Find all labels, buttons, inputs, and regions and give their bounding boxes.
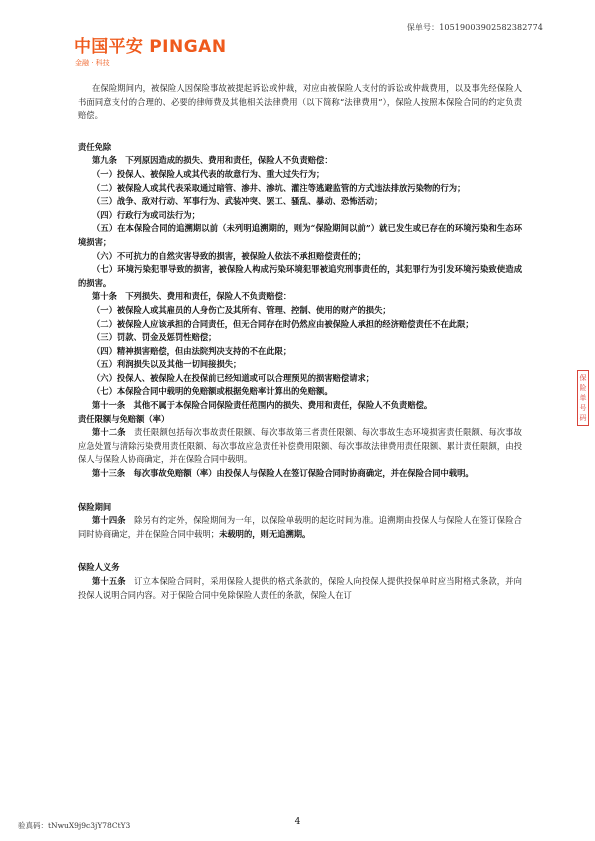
paragraph-text: （四）精神损害赔偿，但由法院判决支持的不在此限；	[92, 345, 292, 356]
clause-label: 第十一条	[92, 400, 126, 411]
body-paragraph	[78, 82, 522, 123]
stamp-char: 单	[579, 394, 587, 402]
paragraph-text: （二）被保险人或其代表采取通过暗管、渗井、渗坑、灌注等逃避监管的方式违法排放污染物的行为；	[92, 182, 466, 193]
body-paragraph	[78, 304, 522, 318]
clause-paragraph	[78, 426, 522, 467]
verification-code: 验真码：tNwuX9j9c3jY78CtY3	[18, 821, 131, 830]
stamp-char: 码	[579, 414, 587, 422]
logo-wordmark	[74, 38, 227, 56]
clause-label: 第十四条	[92, 515, 126, 526]
paragraph-text: （三）战争、敌对行动、军事行为、武装冲突、罢工、骚乱、暴动、恐怖活动；	[92, 196, 383, 207]
paragraph-text: 下列损失、费用和责任，保险人不负责赔偿：	[125, 291, 292, 302]
logo-tagline: 金融 · 科技	[75, 59, 110, 67]
paragraph-text: （七）本保险合同中载明的免赔额或根据免赔率计算出的免赔额。	[92, 386, 333, 397]
paragraph-emphasis: 未载明的，则无追溯期。	[219, 528, 311, 539]
clause-paragraph	[78, 399, 522, 413]
paragraph-text: （五）利润损失以及其他一切间接损失；	[92, 359, 242, 370]
body-paragraph	[78, 331, 522, 345]
policy-number: 保单号：10519003902582382774	[406, 23, 543, 32]
body-paragraph	[78, 385, 522, 399]
section-title: 保险期间	[78, 501, 112, 512]
clause-label: 第十二条	[92, 427, 126, 438]
clause-paragraph	[78, 575, 522, 602]
logo-cn: 中国平安	[74, 37, 144, 57]
paragraph-text: 每次事故免赔额（率）由投保人与保险人在签订保险合同时协商确定，并在保险合同中载明。	[133, 468, 474, 479]
document-body	[78, 82, 522, 602]
paragraph-text: （五）在本保险合同的追溯期以前（未列明追溯期的，则为“保险期间以前”）就已发生或已存在的环境污染和生态环境损害；	[78, 223, 522, 247]
paragraph-text: （一）投保人、被保险人或其代表的故意行为、重大过失行为；	[92, 168, 325, 179]
stamp-char: 号	[579, 404, 587, 412]
body-paragraph	[78, 209, 522, 223]
paragraph-text: （四）行政行为或司法行为；	[92, 209, 200, 220]
body-paragraph	[78, 182, 522, 196]
paragraph-text: 除另有约定外，保险期间为一年，以保险单载明的起讫时间为准。追溯期由投保人与保险人在签订保险合同时协商确定，并在保险合同中载明；	[78, 515, 522, 539]
paragraph-text: （六）投保人、被保险人在投保前已经知道或可以合理预见的损害赔偿请求；	[92, 372, 375, 383]
company-logo	[74, 38, 227, 68]
clause-paragraph	[78, 467, 522, 481]
paragraph-text: （一）被保险人或其雇员的人身伤亡及其所有、管理、控制、使用的财产的损失；	[92, 304, 391, 315]
logo-en: PINGAN	[149, 37, 227, 57]
clause-label: 第十三条	[92, 468, 126, 479]
paragraph-text: （二）被保险人应该承担的合同责任，但无合同存在时仍然应由被保险人承担的经济赔偿责任不在此限；	[92, 318, 474, 329]
section-title: 责任免除	[78, 141, 112, 152]
paragraph-text: （七）环境污染犯罪导致的损害，被保险人构成污染环境犯罪被追究刑事责任的，其犯罪行为引发环境污染致使造成的损害。	[78, 264, 522, 288]
clause-label: 第十条	[92, 291, 117, 302]
paragraph-text: （六）不可抗力的自然灾害导致的损害，被保险人依法不承担赔偿责任的；	[92, 250, 366, 261]
body-paragraph	[78, 345, 522, 359]
paragraph-text: 责任限额包括每次事故责任限额、每次事故第三者责任限额、每次事故生态环境损害责任限额、每次事故应急处置与清除污染费用责任限额、每次事故应急责任补偿费用限额、每次事故法律费用责任限额、累计责任限额，由投保人与保险人协商确定，并在保险合同中载明。	[78, 427, 522, 465]
paragraph-text: 下列原因造成的损失、费用和责任，保险人不负责赔偿：	[125, 155, 333, 166]
body-paragraph	[78, 318, 522, 332]
body-paragraph	[78, 250, 522, 264]
clause-label: 第九条	[92, 155, 117, 166]
body-paragraph	[78, 263, 522, 290]
stamp-char: 保	[579, 374, 587, 382]
page-number: 4	[294, 817, 301, 827]
clause-paragraph	[78, 514, 522, 541]
paragraph-text: 其他不属于本保险合同保险责任范围内的损失、费用和责任，保险人不负责赔偿。	[133, 400, 433, 411]
paragraph-text: 订立本保险合同时，采用保险人提供的格式条款的，保险人向投保人提供投保单时应当附格式条款，并向投保人说明合同内容。对于保险合同中免除保险人责任的条款，保险人在订	[78, 576, 522, 600]
clause-paragraph	[78, 154, 522, 168]
clause-paragraph	[78, 290, 522, 304]
body-paragraph	[78, 168, 522, 182]
paragraph-text: 在保险期间内，被保险人因保险事故被提起诉讼或仲裁，对应由被保险人支付的诉讼或仲裁费用，以及事先经保险人书面同意支付的合理的、必要的律师费及其他相关法律费用（以下简称“法律费用”），保险人按照本保险合同的约定负责赔偿。	[78, 83, 522, 121]
paragraph-text: （三）罚款、罚金及惩罚性赔偿；	[92, 332, 217, 343]
stamp-char: 险	[579, 384, 587, 392]
clause-label: 第十五条	[92, 576, 126, 586]
body-paragraph	[78, 222, 522, 249]
body-paragraph	[78, 358, 522, 372]
section-title: 责任限额与免赔额（率）	[78, 413, 170, 424]
side-stamp	[577, 370, 589, 426]
body-paragraph	[78, 372, 522, 386]
section-title: 保险人义务	[78, 562, 120, 573]
body-paragraph	[78, 195, 522, 209]
